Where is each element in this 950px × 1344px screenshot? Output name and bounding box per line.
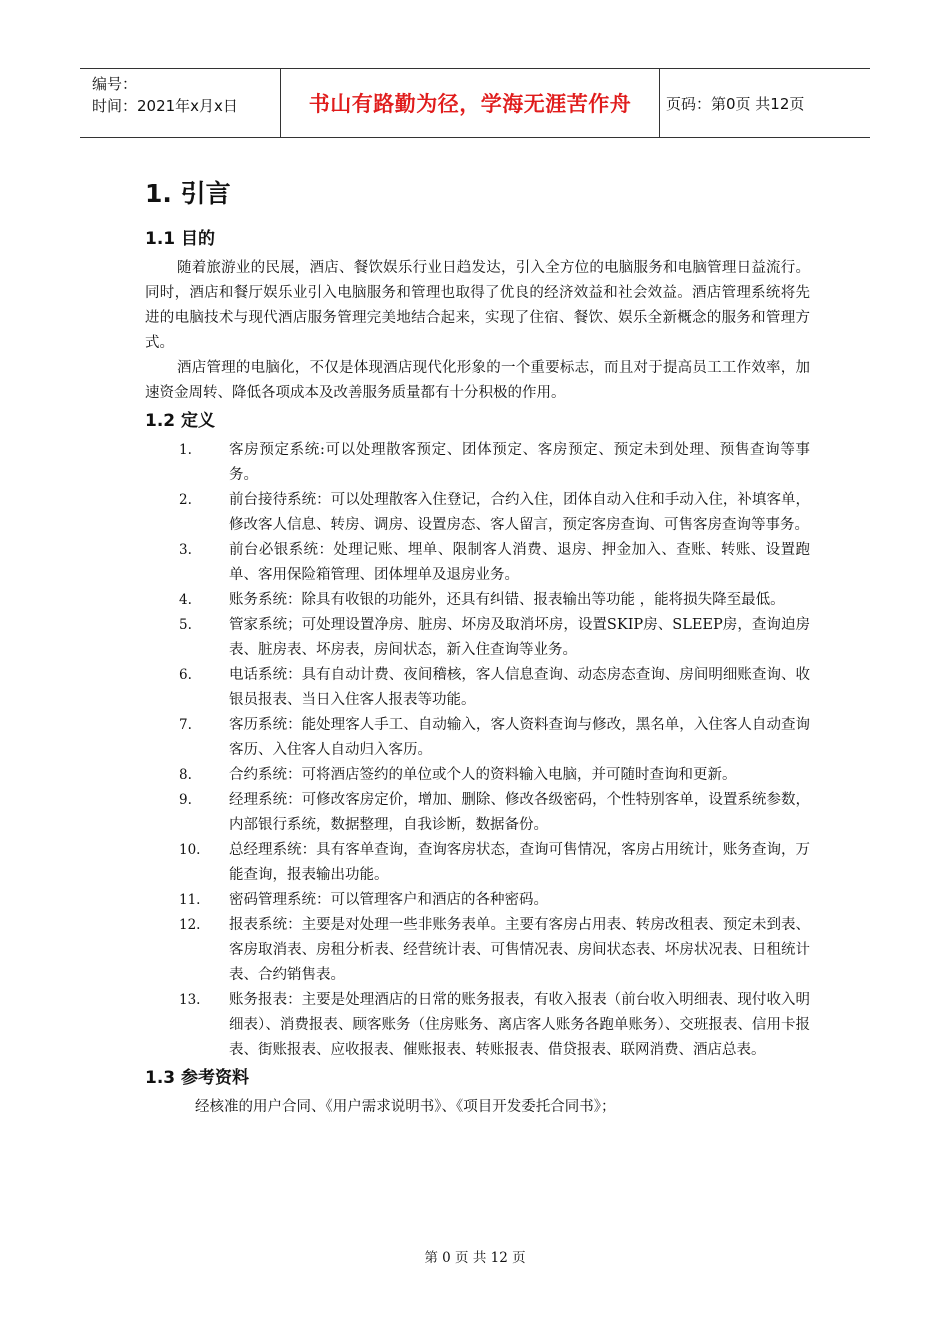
list-item-number: 10. [179,842,201,858]
list-item-text: 前台必银系统：处理记账、埋单、限制客人消费、退房、押金加入、查账、转账、设置跑单、客用保险箱管理、团体埋单及退房业务。 [229,542,810,583]
number-label: 编号： [92,75,138,93]
list-item-number: 6. [179,667,192,683]
list-item-text: 密码管理系统：可以管理客户和酒店的各种密码。 [229,892,548,908]
list-item-number: 1. [179,442,192,458]
list-item [145,763,810,788]
header-page-info: 页码：第0页 共12页 [666,94,805,113]
page-footer: 第 0 页 共 12 页 [424,1250,526,1266]
list-item-number: 5. [179,617,192,633]
list-item [145,488,810,538]
list-item-text: 报表系统：主要是对处理一些非账务表单。主要有客房占用表、转房改租表、预定未到表、客房取消表、房租分析表、经营统计表、可售情况表、房间状态表、坏房状况表、日租统计表、合约销售表。 [229,917,810,983]
list-item [145,538,810,588]
list-item-text: 账务报表：主要是处理酒店的日常的账务报表，有收入报表（前台收入明细表、现付收入明细表）、消费报表、顾客账务（住房账务、离店客人账务各跑单账务）、交班报表、信用卡报表、街账报表、应收报表、催账报表、转账报表、借贷报表、联网消费、酒店总表。 [229,992,810,1058]
document-body [145,168,810,1120]
definition-list [145,438,810,1063]
paragraph: 酒店管理的电脑化，不仅是体现酒店现代化形象的一个重要标志，而且对于提高员工工作效率，加速资金周转、降低各项成本及改善服务质量都有十分积极的作用。 [145,360,810,401]
list-item-text: 账务系统：除具有收银的功能外，还具有纠错、报表输出等功能 ，能将损失降至最低。 [229,592,785,608]
list-item-number: 2. [179,492,192,508]
header-meta [80,69,281,137]
list-item [145,913,810,988]
list-item [145,588,810,613]
list-item-number: 12. [179,917,201,933]
time-label: 时间：2021年x月x日 [92,97,238,115]
list-item [145,988,810,1063]
list-item-number: 3. [179,542,192,558]
list-item-number: 7. [179,717,192,733]
list-item [145,713,810,763]
header-motto: 书山有路勤为径，学海无涯苦作舟 [281,69,660,137]
paragraph: 随着旅游业的民展，酒店、餐饮娱乐行业日趋发达，引入全方位的电脑服务和电脑管理日益流行。同时，酒店和餐厅娱乐业引入电脑服务和管理也取得了优良的经济效益和社会效益。酒店管理系统将先进的电脑技术与现代酒店服务管理完美地结合起来，实现了住宿、餐饮、娱乐全新概念的服务和管理方式。 [145,260,810,351]
list-item [145,788,810,838]
list-item-number: 4. [179,592,192,608]
list-item [145,838,810,888]
list-item-text: 经理系统：可修改客房定价，增加、删除、修改各级密码，个性特别客单，设置系统参数，内部银行系统，数据整理，自我诊断，数据备份。 [229,792,810,833]
reference-text: 经核准的用户合同、《用户需求说明书》、《项目开发委托合同书》； [195,1099,616,1115]
list-item-text: 电话系统：具有自动计费、夜间稽核，客人信息查询、动态房态查询、房间明细账查询、收银员报表、当日入住客人报表等功能。 [229,667,810,708]
list-item-number: 8. [179,767,192,783]
subsection-title-definitions: 1.2 定义 [145,411,216,431]
list-item [145,438,810,488]
subsection-title-references: 1.3 参考资料 [145,1068,250,1088]
list-item-text: 总经理系统：具有客单查询，查询客房状态，查询可售情况，客房占用统计，账务查询，万能查询，报表输出功能。 [229,842,810,883]
list-item-text: 前台接待系统：可以处理散客入住登记，合约入住，团体自动入住和手动入住，补填客单，修改客人信息、转房、调房、设置房态、客人留言，预定客房查询、可售客房查询等事务。 [229,492,810,533]
subsection-title-purpose: 1.1 目的 [145,229,216,249]
list-item-number: 11. [179,892,201,908]
list-item [145,613,810,663]
list-item-text: 合约系统：可将酒店签约的单位或个人的资料输入电脑，并可随时查询和更新。 [229,767,737,783]
page-header [80,68,870,138]
section-title: 1. 引言 [145,179,231,208]
list-item-text: 客历系统：能处理客人手工、自动输入，客人资料查询与修改，黑名单，入住客人自动查询客历、入住客人自动归入客历。 [229,717,810,758]
list-item-number: 13. [179,992,201,1008]
list-item-text: 客房预定系统:可以处理散客预定、团体预定、客房预定、预定未到处理、预售查询等事务。 [229,442,810,483]
list-item [145,663,810,713]
list-item [145,888,810,913]
list-item-number: 9. [179,792,192,808]
list-item-text: 管家系统；可处理设置净房、脏房、坏房及取消坏房，设置SKIP房、SLEEP房，查询迫房表、脏房表、坏房表，房间状态，新入住查询等业务。 [229,617,810,658]
